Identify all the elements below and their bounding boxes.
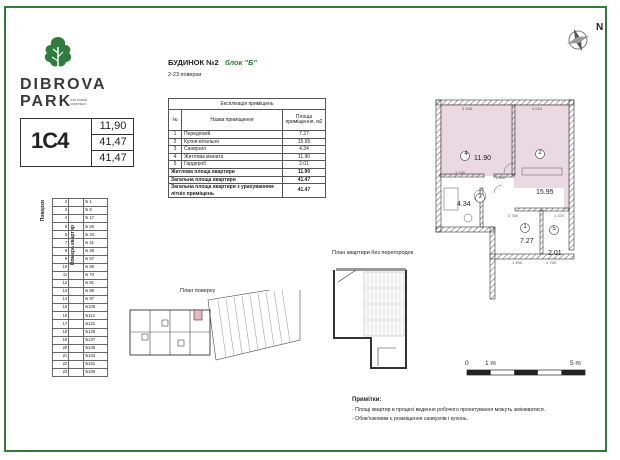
floor-number: 8: [53, 247, 69, 255]
building-number: БУДИНОК №2: [168, 58, 219, 67]
apartment-areas: [91, 119, 134, 166]
explication-col-num: №: [169, 110, 182, 131]
no-partitions-label: План квартири без перегородок: [332, 250, 414, 256]
floor-row: [53, 336, 108, 344]
room-5-area: 2.01: [548, 250, 562, 257]
floor-row: [53, 360, 108, 368]
floor-plan-label: План поверху: [180, 288, 216, 294]
apartment-area-total: 41,47: [92, 135, 134, 151]
floor-number: 17: [53, 320, 69, 328]
floor-number: 15: [53, 304, 69, 312]
tree-icon: [37, 35, 79, 79]
apartment-number: Б145: [84, 344, 108, 352]
apartment-number: Б121: [84, 320, 108, 328]
room-1-num: 1: [523, 224, 527, 230]
apartment-number: Б153: [84, 352, 108, 360]
scale-one: 1 m: [485, 360, 496, 367]
explication-row-area: 11.90: [283, 153, 326, 161]
notes-title: Примітки:: [352, 397, 382, 403]
floor-row: [53, 247, 108, 255]
floor-number: 16: [53, 312, 69, 320]
floor-spacer: [69, 352, 84, 360]
floor-number: 9: [53, 255, 69, 263]
dim-bottom-right: 1 750: [546, 260, 557, 265]
floor-number: 11: [53, 271, 69, 279]
explication-row: [169, 146, 326, 154]
apartment-number: Б105: [84, 304, 108, 312]
apartment-area-living: 11,90: [92, 119, 134, 135]
apartment-number: Б137: [84, 336, 108, 344]
floor-number: 12: [53, 279, 69, 287]
explication-row-name: Передпокій: [182, 131, 283, 139]
explication-row-area: 15.95: [283, 138, 326, 146]
floor-spacer: [69, 360, 84, 368]
explication-total-row: [169, 168, 326, 176]
floor-number: 7: [53, 239, 69, 247]
apartment-code-box: [20, 118, 134, 167]
compass-icon: [563, 25, 593, 55]
floors-range: 2-23 поверхи: [168, 72, 202, 78]
explication-row-area: 4.34: [283, 146, 326, 154]
dim-mid-center: 1 650: [495, 175, 506, 180]
apartment-area-total-summer: 41,47: [99, 152, 127, 164]
floor-spacer: [69, 328, 84, 336]
floor-row: [53, 328, 108, 336]
floor-spacer: [69, 223, 84, 231]
floor-spacer: [69, 263, 84, 271]
floor-number: 5: [53, 223, 69, 231]
floor-row: [53, 352, 108, 360]
floor-row: [53, 255, 108, 263]
explication-row: [169, 153, 326, 161]
explication-row-name: Санвузол: [182, 146, 283, 154]
floor-row: [53, 215, 108, 223]
brand-tagline: ЖИТЛОВИЙ КОМПЛЕКС: [70, 98, 88, 106]
explication-row-num: 3: [169, 146, 182, 154]
note-1: - Площі квартир в процесі ведення робочого проектування можуть змінюватися.: [352, 407, 546, 413]
apartment-number: Б 17: [84, 215, 108, 223]
room-4-area: 11.90: [474, 155, 491, 162]
floor-spacer: [69, 199, 84, 207]
apartment-number: Б 57: [84, 255, 108, 263]
dim-mid-left: 2 185: [455, 170, 466, 175]
apartment-number: Б161: [84, 360, 108, 368]
explication-total-name: Загальна площа квартири з урахуванням літніх приміщень: [169, 184, 283, 198]
brand-logo: [20, 30, 107, 110]
brand-line1: DIBROVA: [20, 76, 107, 93]
apartment-number: Б 9: [84, 207, 108, 215]
explication-table: [168, 98, 326, 198]
floor-number: 18: [53, 328, 69, 336]
floor-number: 23: [53, 368, 69, 376]
floor-number: 20: [53, 344, 69, 352]
explication-row-num: 5: [169, 161, 182, 169]
apartment-number: Б113: [84, 312, 108, 320]
explication-total-name: Житлова площа квартири: [169, 168, 283, 176]
floors-table: [52, 198, 108, 377]
scale-bar: [465, 369, 595, 377]
room-4-num: 4: [464, 151, 468, 157]
floor-row: [53, 368, 108, 376]
floor-number: 19: [53, 336, 69, 344]
compass-north-label: N: [596, 22, 604, 33]
apartment-number: Б 97: [84, 296, 108, 304]
floor-row: [53, 263, 108, 271]
floor-spacer: [69, 336, 84, 344]
note-2: - Обов'язковим є розміщення санвузлів і кухонь.: [352, 416, 469, 422]
floor-spacer: [69, 271, 84, 279]
floor-row: [53, 320, 108, 328]
floor-spacer: [69, 239, 84, 247]
dim-corridor: 2 750: [508, 213, 519, 218]
dim-bottom-left: 1 490: [512, 260, 523, 265]
apartment-number: Б 73: [84, 271, 108, 279]
floor-row: [53, 239, 108, 247]
room-2-num: 2: [538, 150, 542, 156]
explication-row-name: Гардероб: [182, 161, 283, 169]
explication-row-num: 4: [169, 153, 182, 161]
floor-spacer: [69, 320, 84, 328]
floor-number: 14: [53, 296, 69, 304]
apartment-number: Б 25: [84, 223, 108, 231]
floor-spacer: [69, 215, 84, 223]
explication-total-area: 41.47: [283, 176, 326, 184]
room-3-num: 3: [478, 194, 482, 200]
explication-total-name: Загальна площа квартири: [169, 176, 283, 184]
no-partitions-plan: [326, 258, 416, 378]
floor-number: 4: [53, 215, 69, 223]
floor-row: [53, 207, 108, 215]
floor-row: [53, 279, 108, 287]
explication-col-name: Назва приміщення: [182, 110, 283, 131]
floor-row: [53, 231, 108, 239]
floors-label: Поверхи: [40, 200, 46, 222]
apartment-number: Б 89: [84, 288, 108, 296]
scale-five: 5 m: [570, 360, 581, 367]
floor-row: [53, 296, 108, 304]
floor-spacer: [69, 304, 84, 312]
floor-spacer: [69, 288, 84, 296]
floor-number: 22: [53, 360, 69, 368]
apartment-plan: [430, 88, 590, 308]
room-2-area: 15.95: [536, 189, 554, 196]
explication-total-row: [169, 184, 326, 198]
floor-spacer: [69, 344, 84, 352]
floor-number: 6: [53, 231, 69, 239]
explication-title: Експлікація приміщень: [169, 99, 326, 110]
dim-right: 1 370: [554, 213, 565, 218]
apartment-number: Б 1: [84, 199, 108, 207]
floor-row: [53, 312, 108, 320]
floor-number: 3: [53, 207, 69, 215]
brand-line2: PARK: [20, 93, 73, 110]
explication-total-row: [169, 176, 326, 184]
floor-number: 2: [53, 199, 69, 207]
explication-row: [169, 131, 326, 139]
dim-top-right: 3 010: [532, 106, 543, 111]
explication-row-name: Кухня-вітальня: [182, 138, 283, 146]
floor-row: [53, 304, 108, 312]
floor-spacer: [69, 207, 84, 215]
scale-zero: 0: [465, 360, 469, 367]
apartment-number: Б 65: [84, 263, 108, 271]
floor-number: 10: [53, 263, 69, 271]
explication-total-area: 11.90: [283, 168, 326, 176]
apartment-number: Б169: [84, 368, 108, 376]
apartment-code: 1C4: [31, 128, 69, 153]
explication-row: [169, 161, 326, 169]
apartment-numbers-label: Номера квартир: [70, 225, 76, 266]
explication-row: [169, 138, 326, 146]
floor-row: [53, 271, 108, 279]
explication-row-area: 2.01: [283, 161, 326, 169]
explication-total-area: 41.47: [283, 184, 326, 198]
apartment-number: Б 33: [84, 231, 108, 239]
apartment-number: Б129: [84, 328, 108, 336]
room-5-num: 5: [552, 226, 556, 232]
floor-spacer: [69, 312, 84, 320]
explication-row-num: 2: [169, 138, 182, 146]
building-heading: [168, 58, 257, 67]
floor-spacer: [69, 247, 84, 255]
floor-spacer: [69, 368, 84, 376]
floor-number: 21: [53, 352, 69, 360]
floor-row: [53, 199, 108, 207]
explication-row-num: 1: [169, 131, 182, 139]
building-block: блок "Б": [224, 58, 257, 67]
apartment-number: Б 81: [84, 279, 108, 287]
explication-row-name: Житлова кімната: [182, 153, 283, 161]
floor-row: [53, 223, 108, 231]
floor-spacer: [69, 231, 84, 239]
explication-row-area: 7.27: [283, 131, 326, 139]
apartment-number: Б 49: [84, 247, 108, 255]
room-3-area: 4.34: [457, 201, 471, 208]
floor-plan-drawing: [122, 290, 302, 370]
floor-row: [53, 344, 108, 352]
dim-top-left: 3 165: [462, 106, 473, 111]
room-1-area: 7.27: [520, 238, 534, 245]
floor-spacer: [69, 255, 84, 263]
apartment-number: Б 41: [84, 239, 108, 247]
floor-number: 13: [53, 288, 69, 296]
floor-spacer: [69, 296, 84, 304]
floor-spacer: [69, 279, 84, 287]
explication-col-area: Площа приміщення, м2: [283, 110, 326, 131]
floor-row: [53, 288, 108, 296]
